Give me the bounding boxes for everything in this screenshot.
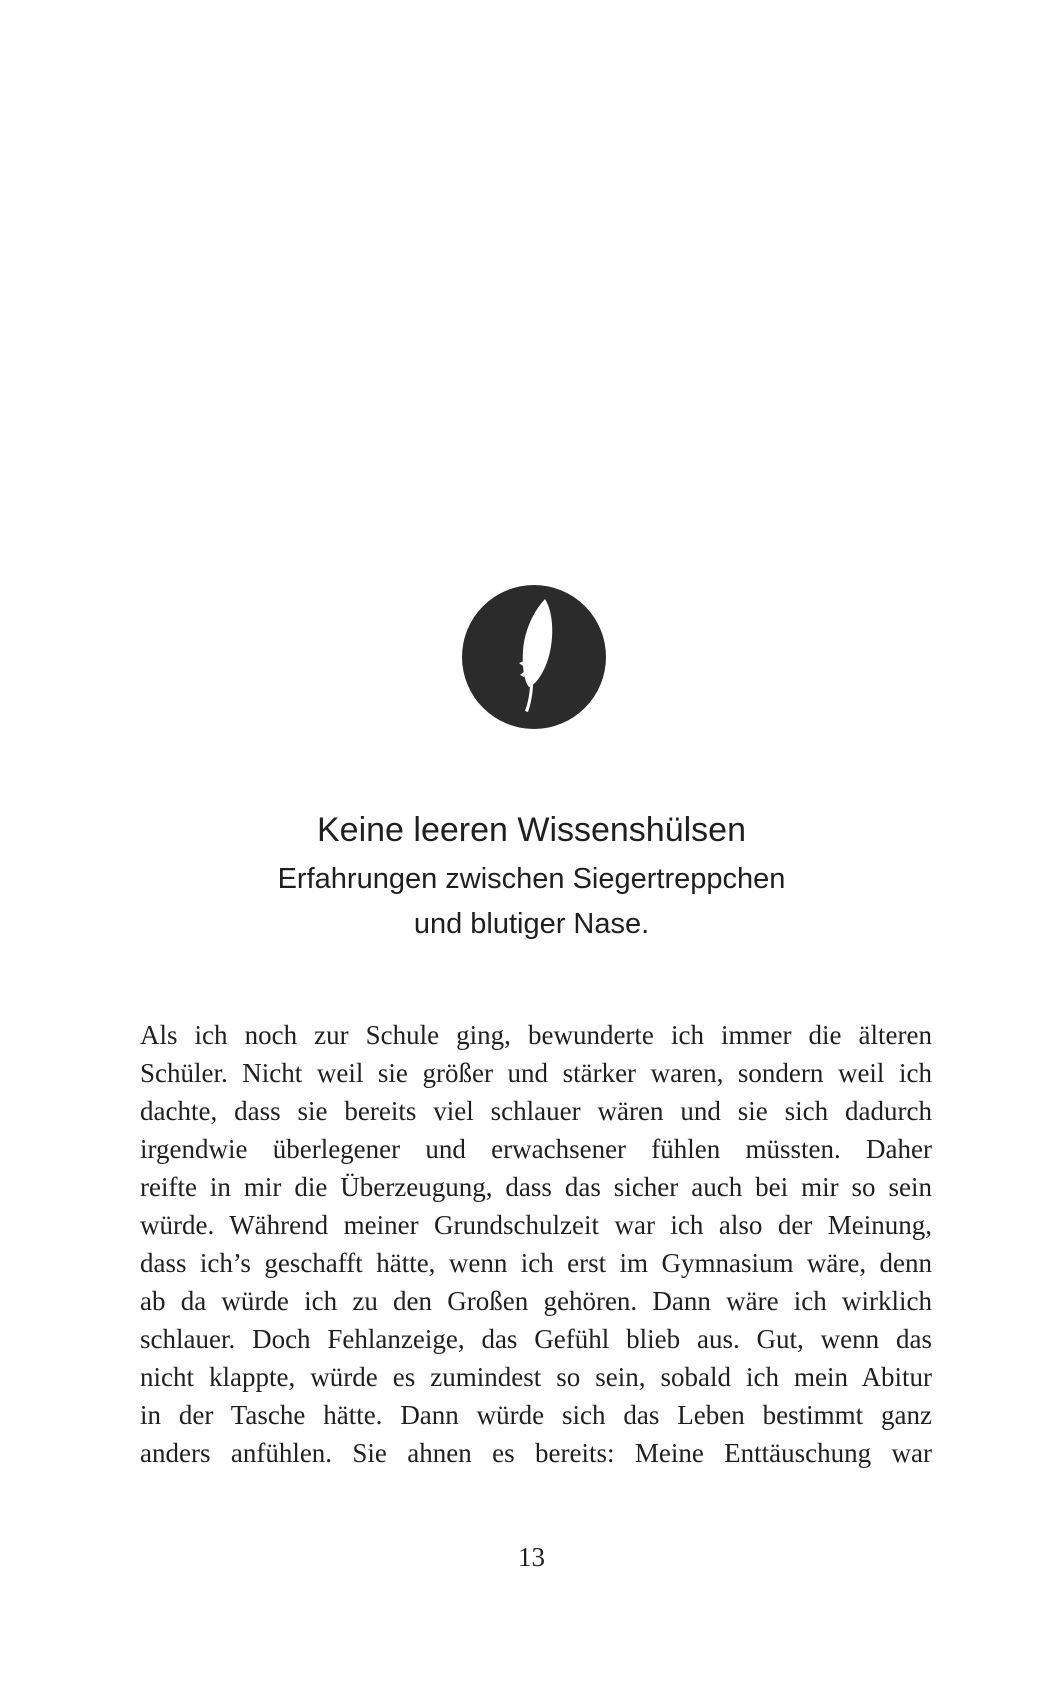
text-line: schlauer. Doch Fehlanzeige, das Gefühl blieb aus. Gut, wenn das [140, 1324, 932, 1354]
text-line: würde. Während meiner Grundschulzeit war ich also der Meinung, [140, 1210, 932, 1240]
body-paragraph [140, 1016, 932, 1472]
feather-icon [462, 585, 606, 729]
page-number: 13 [518, 1542, 545, 1572]
text-line: dass ich’s geschafft hätte, wenn ich erst im Gymnasium wäre, denn [140, 1248, 932, 1278]
text-line: ab da würde ich zu den Großen gehören. Dann wäre ich wirklich [140, 1286, 932, 1316]
chapter-emblem [462, 585, 606, 729]
chapter-subtitle-line-1: Erfahrungen zwischen Siegertreppchen [277, 863, 786, 895]
text-line: Schüler. Nicht weil sie größer und stärker waren, sondern weil ich [140, 1058, 932, 1088]
text-line: nicht klappte, würde es zumindest so sein, sobald ich mein Abitur [140, 1362, 932, 1392]
text-line: irgendwie überlegener und erwachsener fühlen müssten. Daher [140, 1134, 932, 1164]
chapter-title: Keine leeren Wissenshülsen [316, 811, 747, 849]
text-line: anders anfühlen. Sie ahnen es bereits: Meine Enttäuschung war [140, 1438, 932, 1468]
chapter-subtitle-line-2: und blutiger Nase. [413, 908, 650, 940]
text-line: reifte in mir die Überzeugung, dass das sicher auch bei mir so sein [140, 1172, 932, 1202]
text-line: in der Tasche hätte. Dann würde sich das Leben bestimmt ganz [140, 1400, 932, 1430]
text-line: dachte, dass sie bereits viel schlauer wären und sie sich dadurch [140, 1096, 932, 1126]
text-line: Als ich noch zur Schule ging, bewunderte ich immer die älteren [140, 1020, 932, 1050]
